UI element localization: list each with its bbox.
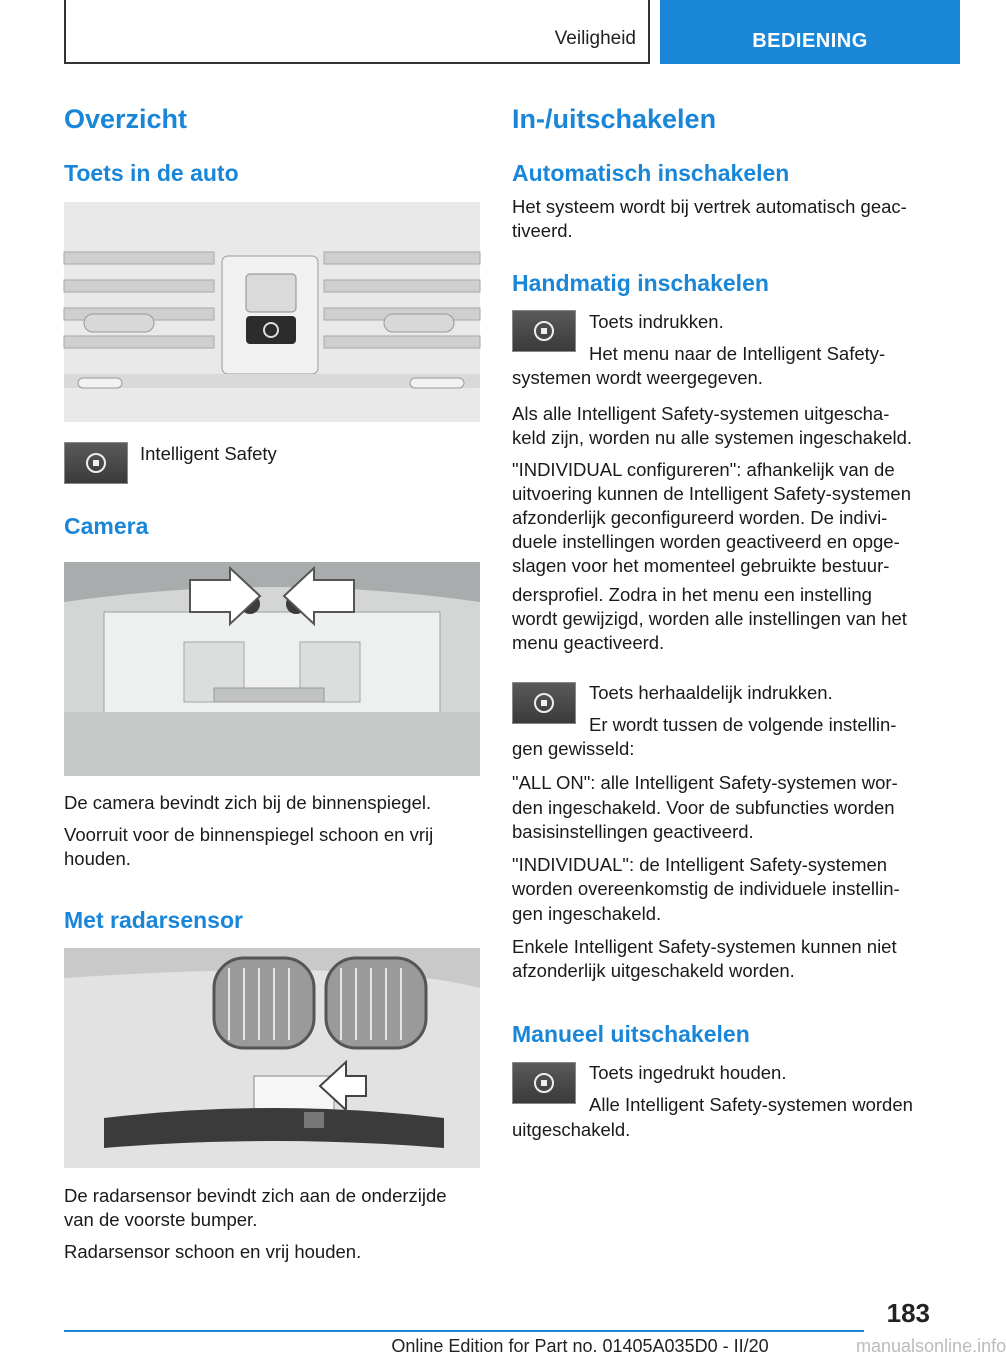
manual-text-10: slagen voor het momenteel gebruikte bestuur-: [512, 555, 890, 576]
heading-camera: Camera: [64, 513, 149, 539]
heading-met-radarsensor: Met radarsensor: [64, 907, 243, 933]
manual-text-4: Als alle Intelligent Safety-systemen uitgescha-: [512, 403, 890, 424]
header-chapter-tab: BEDIENING: [660, 0, 960, 64]
heading-toets-in-de-auto: Toets in de auto: [64, 160, 239, 186]
footer-rule: [64, 1330, 864, 1332]
header-rule-left: [64, 0, 66, 64]
intelligent-safety-button-icon: [512, 682, 576, 724]
footer-watermark: manualsonline.info: [856, 1336, 1006, 1356]
intelligent-safety-button-icon: [64, 442, 128, 484]
button-caption: Intelligent Safety: [140, 443, 277, 464]
individual-text-3: gen ingeschakeld.: [512, 903, 662, 924]
repeat-text-1: Toets herhaaldelijk indrukken.: [589, 682, 833, 703]
camera-text-2a: Voorruit voor de binnenspiegel schoon en vrij: [64, 824, 434, 845]
manual-text-12: wordt gewijzigd, worden alle instellingen van het: [512, 608, 907, 629]
page-number: 183: [886, 1298, 930, 1328]
heading-overzicht: Overzicht: [64, 104, 188, 134]
footer-edition: Online Edition for Part no. 01405A035D0 - II/20: [391, 1336, 769, 1356]
header-rule-bottom: [64, 62, 648, 64]
repeat-text-3: gen gewisseld:: [512, 738, 635, 759]
radar-text-1a: De radarsensor bevindt zich aan de onderzijde: [64, 1185, 447, 1206]
radar-sensor-photo: [64, 948, 480, 1168]
manual-text-9: duele instellingen worden geactiveerd en opge-: [512, 531, 900, 552]
manual-text-11: dersprofiel. Zodra in het menu een instelling: [512, 584, 872, 605]
camera-photo: [64, 562, 480, 776]
individual-text-2: worden overeenkomstig de individuele instellin-: [512, 878, 900, 899]
header-rule-right: [648, 0, 650, 64]
manual-text-1: Toets indrukken.: [589, 311, 724, 332]
off-text-1: Toets ingedrukt houden.: [589, 1062, 787, 1083]
heading-in-uitschakelen: In-/uitschakelen: [512, 104, 717, 134]
off-text-3: uitgeschakeld.: [512, 1119, 631, 1140]
heading-manueel-uitschakelen: Manueel uitschakelen: [512, 1021, 750, 1047]
manual-text-2: Het menu naar de Intelligent Safety-: [589, 343, 886, 364]
vent-button-photo: [64, 202, 480, 422]
camera-text-2b: houden.: [64, 848, 131, 869]
manual-text-6: "INDIVIDUAL configureren": afhankelijk van de: [512, 459, 895, 480]
all-on-text-3: basisinstellingen geactiveerd.: [512, 821, 754, 842]
heading-automatisch-inschakelen: Automatisch inschakelen: [512, 160, 790, 186]
manual-text-13: menu geactiveerd.: [512, 632, 665, 653]
all-on-text-1: "ALL ON": alle Intelligent Safety-systemen wor-: [512, 772, 898, 793]
camera-text-1: De camera bevindt zich bij de binnenspiegel.: [64, 792, 432, 813]
off-text-2: Alle Intelligent Safety-systemen worden: [589, 1094, 913, 1115]
radar-text-1b: van de voorste bumper.: [64, 1209, 258, 1230]
auto-text-1: Het systeem wordt bij vertrek automatisch geac-: [512, 196, 907, 217]
manual-text-8: afzonderlijk geconfigureerd worden. De indivi-: [512, 507, 888, 528]
header-section: Veiligheid: [554, 28, 636, 49]
intelligent-safety-button-icon: [512, 310, 576, 352]
individual-text-1: "INDIVIDUAL": de Intelligent Safety-systemen: [512, 854, 888, 875]
manual-text-3: systemen wordt weergegeven.: [512, 367, 763, 388]
repeat-text-2: Er wordt tussen de volgende instellin-: [589, 714, 897, 735]
note-text-1: Enkele Intelligent Safety-systemen kunnen niet: [512, 936, 897, 957]
radar-text-2: Radarsensor schoon en vrij houden.: [64, 1241, 362, 1262]
all-on-text-2: den ingeschakeld. Voor de subfuncties worden: [512, 797, 895, 818]
intelligent-safety-button-icon: [512, 1062, 576, 1104]
auto-text-2: tiveerd.: [512, 220, 573, 241]
note-text-2: afzonderlijk uitgeschakeld worden.: [512, 960, 795, 981]
manual-text-5: keld zijn, worden nu alle systemen ingeschakeld.: [512, 427, 913, 448]
heading-handmatig-inschakelen: Handmatig inschakelen: [512, 270, 769, 296]
manual-text-7: uitvoering kunnen de Intelligent Safety-systemen: [512, 483, 912, 504]
